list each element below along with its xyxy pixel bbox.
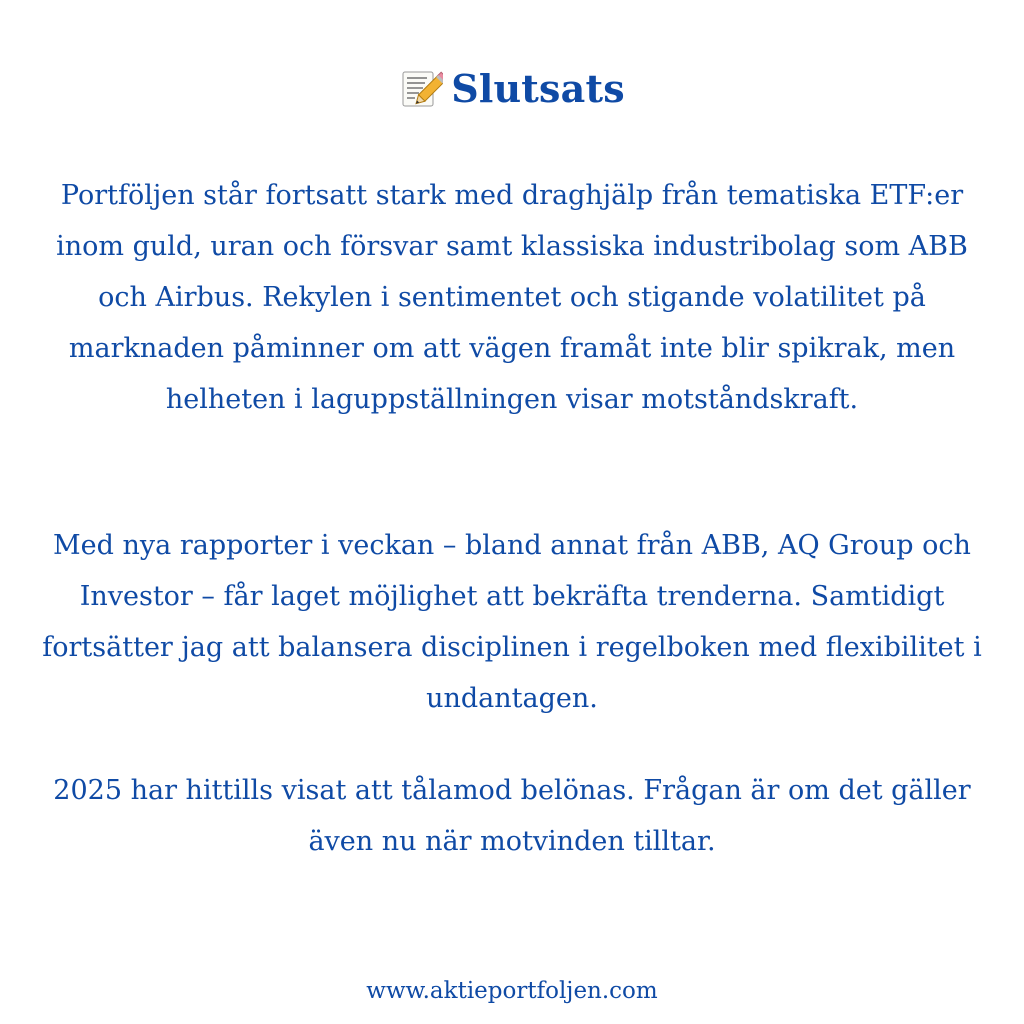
paragraph-3: 2025 har hittills visat att tålamod belönas. Frågan är om det gäller även nu när motvinden tilltar. [53,775,971,857]
title-row [0,60,1024,116]
memo-pencil-icon [399,66,443,110]
paragraph-1: Portföljen står fortsatt stark med draghjälp från tematiska ETF:er inom guld, uran och försvar samt klassiska industribolag som ABB och Airbus. Rekylen i sentimentet och stigande volatilitet på marknaden påminner om att vägen framåt inte blir spikrak, men helheten i laguppställningen visar motståndskraft. [56,180,968,415]
paragraph-2: Med nya rapporter i veckan – bland annat från ABB, AQ Group och Investor – får laget möjlighet att bekräfta trenderna. Samtidigt fortsätter jag att balansera disciplinen i regelboken med flexibilitet i undantagen. [42,530,982,714]
footer-url: www.aktieportfoljen.com [366,978,658,1004]
page-title: Slutsats [451,65,625,111]
